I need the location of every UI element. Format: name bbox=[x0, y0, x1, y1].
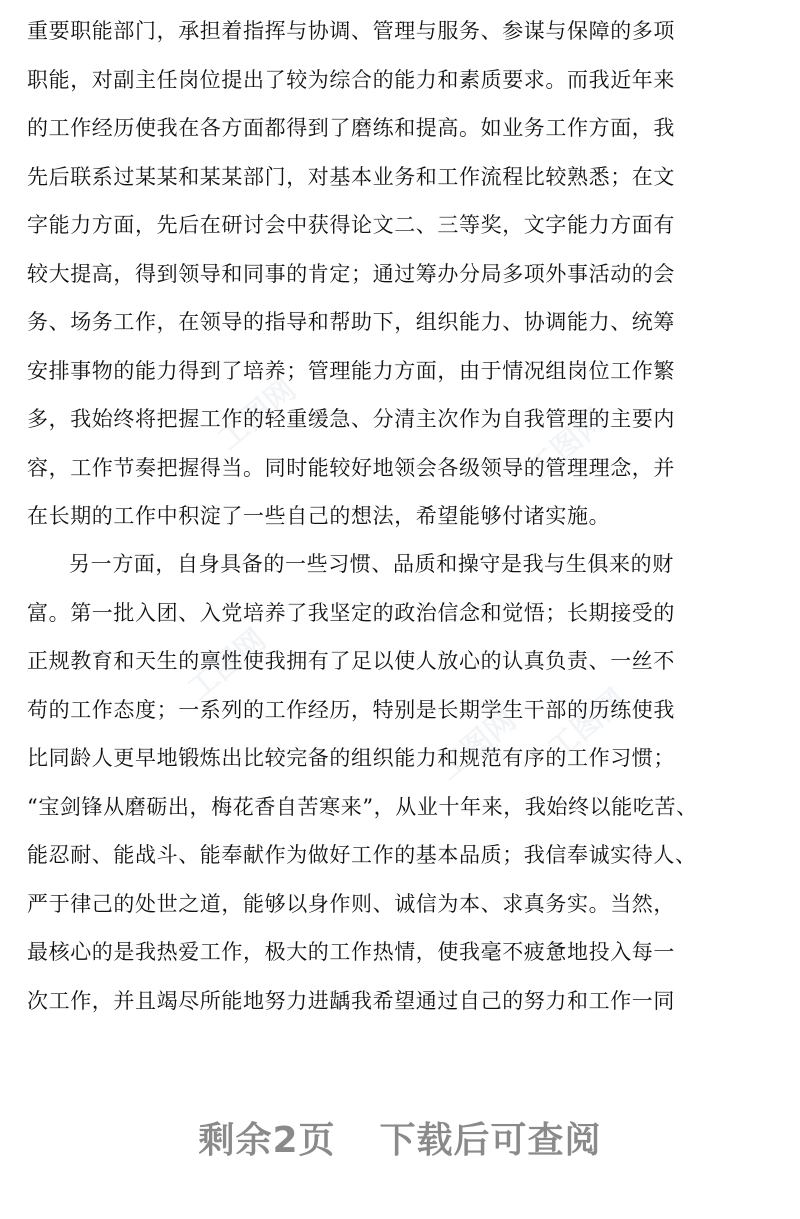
text-line: “宝剑锋从磨砺出，梅花香自苦寒来”，从业十年来，我始终以能吃苦、 bbox=[27, 794, 698, 819]
text-line: 重要职能部门，承担着指挥与协调、管理与服务、参谋与保障的多项 bbox=[27, 19, 675, 43]
text-line: 职能，对副主任岗位提出了较为综合的能力和素质要求。而我近年来 bbox=[27, 67, 675, 92]
text-line: 字能力方面，先后在研讨会中获得论文二、三等奖，文字能力方面有 bbox=[27, 213, 675, 237]
watermark: 工图网 bbox=[431, 702, 523, 788]
text-line: 的工作经历使我在各方面都得到了磨练和提高。如业务工作方面，我 bbox=[27, 116, 675, 140]
text-line: 在长期的工作中积淀了一些自己的想法，希望能够付诸实施。 bbox=[27, 504, 611, 528]
text-line: 严于律己的处世之道，能够以身作则、诚信为本、求真务实。当然， bbox=[27, 891, 675, 916]
text-line: 能忍耐、能战斗、能奉献作为做好工作的基本品质；我信奉诚实待人、 bbox=[27, 843, 697, 867]
watermark: 工图网 bbox=[211, 372, 303, 458]
watermark: 工图网 bbox=[541, 682, 633, 768]
text-line: 比同龄人更早地锻炼出比较完备的组织能力和规范有序的工作习惯； bbox=[27, 746, 675, 770]
text-line: 最核心的是我热爱工作，极大的工作热情，使我毫不疲惫地投入每一 bbox=[27, 940, 675, 964]
text-line: 先后联系过某某和某某部门，对基本业务和工作流程比较熟悉；在文 bbox=[27, 164, 675, 189]
text-line: 安排事物的能力得到了培养；管理能力方面，由于情况组岗位工作繁 bbox=[27, 358, 675, 383]
text-line: 苟的工作态度；一系列的工作经历，特别是长期学生干部的历练使我 bbox=[27, 697, 675, 722]
remaining-pages-label: 剩余2页 bbox=[198, 1120, 336, 1161]
text-line: 容，工作节奏把握得当。同时能较好地领会各级领导的管理理念，并 bbox=[27, 455, 675, 480]
text-line: 正规教育和天生的禀性使我拥有了足以使人放心的认真负责、一丝不 bbox=[27, 649, 675, 673]
text-line: 次工作，并且竭尽所能地努力进龋我希望通过自己的努力和工作一同 bbox=[27, 988, 675, 1013]
text-line: 另一方面，自身具备的一些习惯、品质和操守是我与生俱来的财 bbox=[69, 552, 674, 576]
text-line: 富。第一批入团、入党培养了我坚定的政治信念和觉悟；长期接受的 bbox=[27, 600, 675, 625]
download-banner[interactable] bbox=[0, 1112, 800, 1163]
text-line: 务、场务工作，在领导的指导和帮助下，组织能力、协调能力、统筹 bbox=[27, 310, 675, 334]
paragraph-1 bbox=[27, 7, 780, 541]
text-line: 较大提高，得到领导和同事的肯定；通过筹办分局多项外事活动的会 bbox=[27, 261, 675, 286]
text-line: 多，我始终将把握工作的轻重缓急、分清主次作为自我管理的主要内 bbox=[27, 407, 675, 431]
download-prompt-label: 下载后可查阅 bbox=[379, 1120, 602, 1161]
paragraph-2 bbox=[27, 540, 780, 1025]
watermark: 工图网 bbox=[181, 622, 273, 708]
watermark: 工图网 bbox=[521, 402, 613, 488]
